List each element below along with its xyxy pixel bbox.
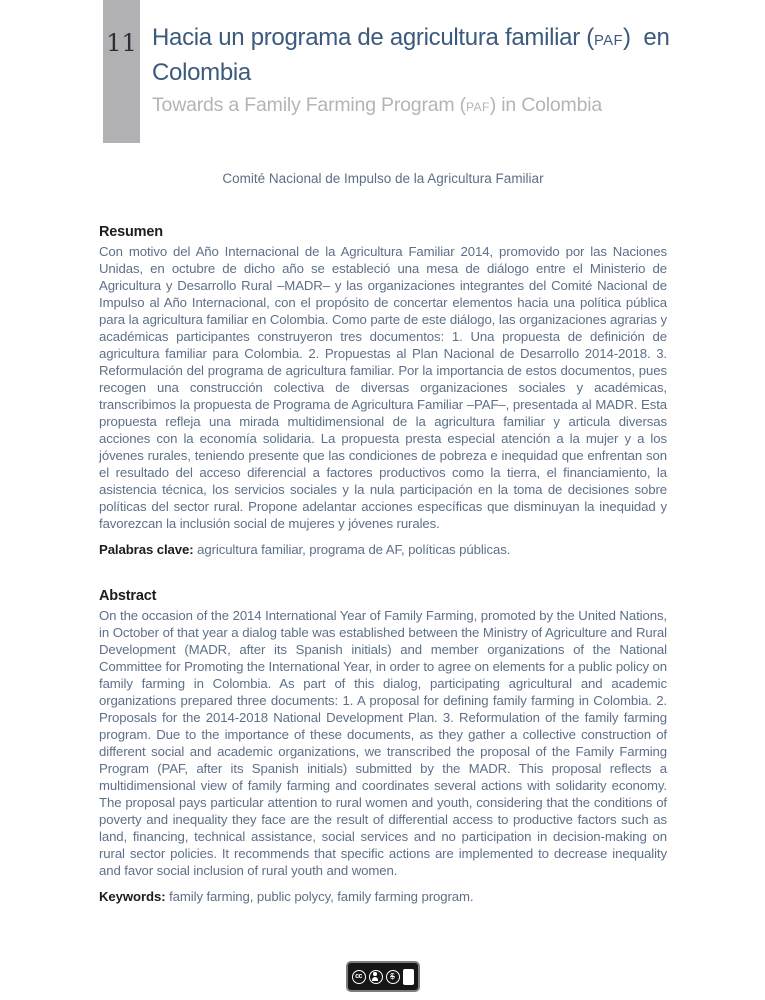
title-acronym-smallcaps: PAF [593, 33, 623, 49]
non-commercial-icon [386, 970, 400, 984]
cc-license-badge [346, 961, 420, 992]
chapter-number: 11 [106, 29, 137, 57]
title-text: Hacia un programa de agricultura familiar ( [152, 24, 594, 51]
cc-letters: cc [355, 973, 362, 980]
palabras-clave-text: agricultura familiar, programa de AF, políticas públicas. [193, 542, 511, 557]
abstract-body: On the occasion of the 2014 International Year of Family Farming, promoted by the United Nations, in October of that year a dialog table was established between the Ministry of Agriculture and Rural Development (MADR, after its Spanish initials) and member organizations of the National Committee for Promoting the International Year, in order to agree on elements for a public policy on family farming in Colombia. As part of this dialog, participating agricultural and academic organizations prepared three documents: 1. A proposal for defining family farming in Colombia. 2. Proposals for the 2014-2018 National Development Plan. 3. Reformulation of the family farming program. Due to the importance of these documents, as they gather a collective construction of different social and academic organizations, we transcribed the proposal of the Family Farming Program (PAF, after its Spanish initials) submitted by the MADR. This proposal reflects a multidimensional view of family farming and coordinates several actions with solidarity economy. The proposal pays particular attention to rural women and youth, considering that the conditions of poverty and inequality they face are the result of differential access to productive factors such as land, financing, technical assistance, social services and no participation in decision-making on rural sector policies. It recommends that specific actions are implemented to decrease inequality and favor social inclusion of rural youth and women. [99, 608, 667, 878]
attribution-icon [369, 970, 383, 984]
subtitle-text: ) in Colombia [489, 94, 603, 116]
dollar-glyph: $ [390, 971, 395, 981]
text-column [99, 0, 667, 905]
author-line: Comité Nacional de Impulso de la Agricultura Familiar [222, 171, 544, 186]
resumen-heading: Resumen [99, 224, 163, 240]
keywords-line [99, 888, 667, 905]
attribution-person-head [373, 972, 377, 976]
abstract-heading: Abstract [99, 588, 157, 604]
attribution-person-body [372, 977, 379, 981]
subtitle-acronym-smallcaps: PAF [465, 100, 490, 114]
palabras-clave-label: Palabras clave: [99, 542, 194, 557]
keywords-label: Keywords: [99, 889, 166, 904]
subtitle-text: Towards a Family Farming Program ( [152, 94, 466, 116]
palabras-clave-line [99, 541, 667, 558]
keywords-text: family farming, public polycy, family farming program. [165, 889, 474, 904]
license-extra-block [403, 969, 414, 985]
title-text: ) en [623, 24, 670, 51]
cc-icon [352, 970, 366, 984]
page-title-line2: Colombia [152, 59, 251, 86]
resumen-body: Con motivo del Año Internacional de la Agricultura Familiar 2014, promovido por las Naciones Unidas, en octubre de dicho año se estableció una mesa de diálogo entre el Ministerio de Agricultura y Desarrollo Rural –MADR– y las organizaciones integrantes del Comité Nacional de Impulso al Año Internacional, con el propósito de concertar elementos hacia una política pública para la agricultura familiar en Colombia. Como parte de este diálogo, las organizaciones agrarias y académicas participantes construyeron tres documentos: 1. Una propuesta de definición de agricultura familiar para Colombia. 2. Propuestas al Plan Nacional de Desarrollo 2014-2018. 3. Reformulación del programa de agricultura familiar. Por la importancia de estos documentos, pues recogen una construcción colectiva de diversas organizaciones sociales y académicas, transcribimos la propuesta de Programa de Agricultura Familiar –PAF–, presentada al MADR. Esta propuesta refleja una mirada multidimensional de la agricultura familiar y articula diversas acciones con la economía solidaria. La propuesta presta especial atención a la mujer y a los jóvenes rurales, teniendo presente que las condiciones de pobreza e inequidad que enfrentan son el resultado del acceso diferencial a factores productivos como la tierra, el financiamiento, la asistencia técnica, los servicios sociales y la nula participación en la toma de decisiones sobre políticas del sector rural. Propone adelantar acciones específicas que disminuyan la inequidad y favorezcan la inclusión social de mujeres y jóvenes rurales. [99, 244, 667, 531]
